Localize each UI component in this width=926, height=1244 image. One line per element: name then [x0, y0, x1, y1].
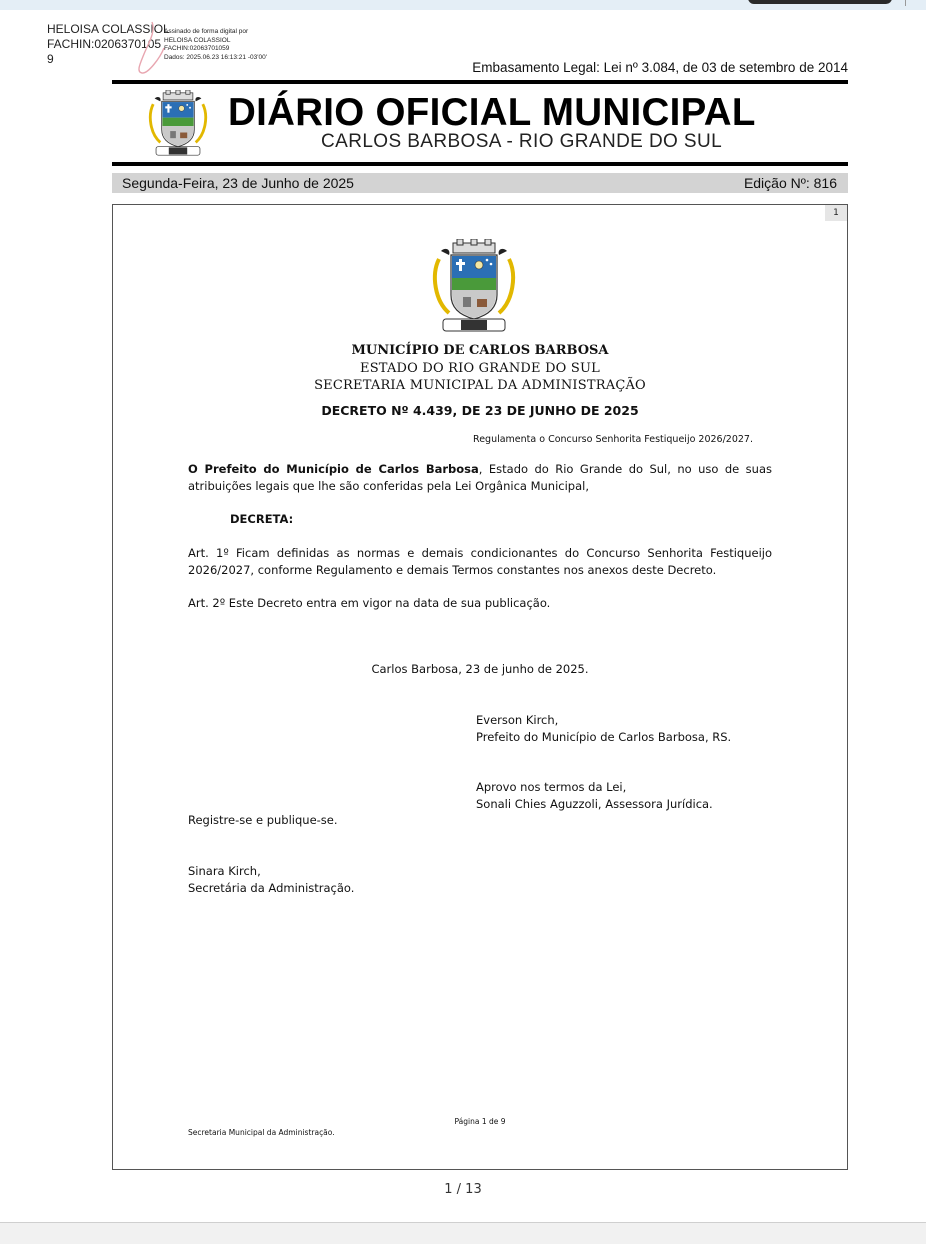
state-heading: ESTADO DO RIO GRANDE DO SUL [360, 361, 600, 376]
approval-line: Aprovo nos termos da Lei, [476, 780, 627, 794]
page-tag: 1 [825, 205, 847, 221]
viewer-bottom-bar [0, 1222, 926, 1244]
place-date: Carlos Barbosa, 23 de junho de 2025. [371, 662, 589, 676]
mayor-role: Prefeito do Município de Carlos Barbosa, RS. [476, 730, 732, 744]
article-1: Art. 1º Ficam definidas as normas e demais condicionantes do Concurso Senhorita Festiqueijo 2026/2027, conforme Regulamento e demais Termos constantes nos anexos deste Decreto. [188, 546, 772, 577]
municipality-heading: MUNICÍPIO DE CARLOS BARBOSA [351, 343, 609, 358]
decreta-label: DECRETA: [230, 512, 294, 526]
header-rule-top [112, 80, 848, 84]
secretary-signature [188, 863, 354, 897]
masthead-subtitle: CARLOS BARBOSA - RIO GRANDE DO SUL [321, 131, 723, 152]
mayor-signature [476, 712, 731, 746]
publication-date: Segunda-Feira, 23 de Junho de 2025 [122, 175, 354, 191]
edition-number: Edição Nº: 816 [743, 175, 837, 191]
signer-name: HELOISA COLASSIOL FACHIN:0206370105 9 [47, 22, 170, 66]
secretary-name: Sinara Kirch, [188, 864, 261, 878]
legal-basis: Embasamento Legal: Lei nº 3.084, de 03 de setembro de 2014 [472, 60, 848, 75]
page-label: Página 1 de 9 [454, 1117, 506, 1126]
date-bar [112, 173, 848, 193]
decree-title: DECRETO Nº 4.439, DE 23 DE JUNHO DE 2025 [321, 403, 639, 418]
legal-approval [476, 779, 713, 813]
document-page [112, 204, 848, 1170]
preamble-bold: O Prefeito do Município de Carlos Barbosa [188, 462, 479, 476]
page-counter: 1 / 13 [444, 1182, 482, 1197]
mayor-name: Everson Kirch, [476, 713, 559, 727]
article-2: Art. 2º Este Decreto entra em vigor na data de sua publicação. [188, 596, 551, 610]
register-line: Registre-se e publique-se. [188, 813, 338, 827]
secretary-role: Secretária da Administração. [188, 881, 355, 895]
page-footer: Secretaria Municipal da Administração. [188, 1128, 335, 1137]
preamble-paragraph [188, 461, 772, 495]
viewer-top-bar [0, 0, 926, 10]
municipal-coat-of-arms-icon [429, 239, 519, 335]
masthead-title: DIÁRIO OFICIAL MUNICIPAL [228, 91, 756, 134]
legal-advisor: Sonali Chies Aguzzoli, Assessora Jurídica. [476, 797, 713, 811]
toolbar-button[interactable] [748, 0, 892, 4]
header-rule-bottom [112, 162, 848, 166]
signature-details: Assinado de forma digital por HELOISA COLASSIOL FACHIN:02063701059 Dados: 2025.06.23 16:13:21 -03'00' [164, 28, 267, 61]
toolbar-divider [905, 0, 906, 6]
secretariat-heading: SECRETARIA MUNICIPAL DA ADMINISTRAÇÃO [314, 378, 646, 393]
decree-ementa: Regulamenta o Concurso Senhorita Festiqueijo 2026/2027. [473, 434, 753, 445]
preamble-text: , Estado do Rio Grande do Sul, no uso de suas atribuições legais que lhe são conferidas pela Lei Orgânica Municipal, [188, 462, 772, 493]
coat-of-arms-icon [146, 90, 210, 158]
